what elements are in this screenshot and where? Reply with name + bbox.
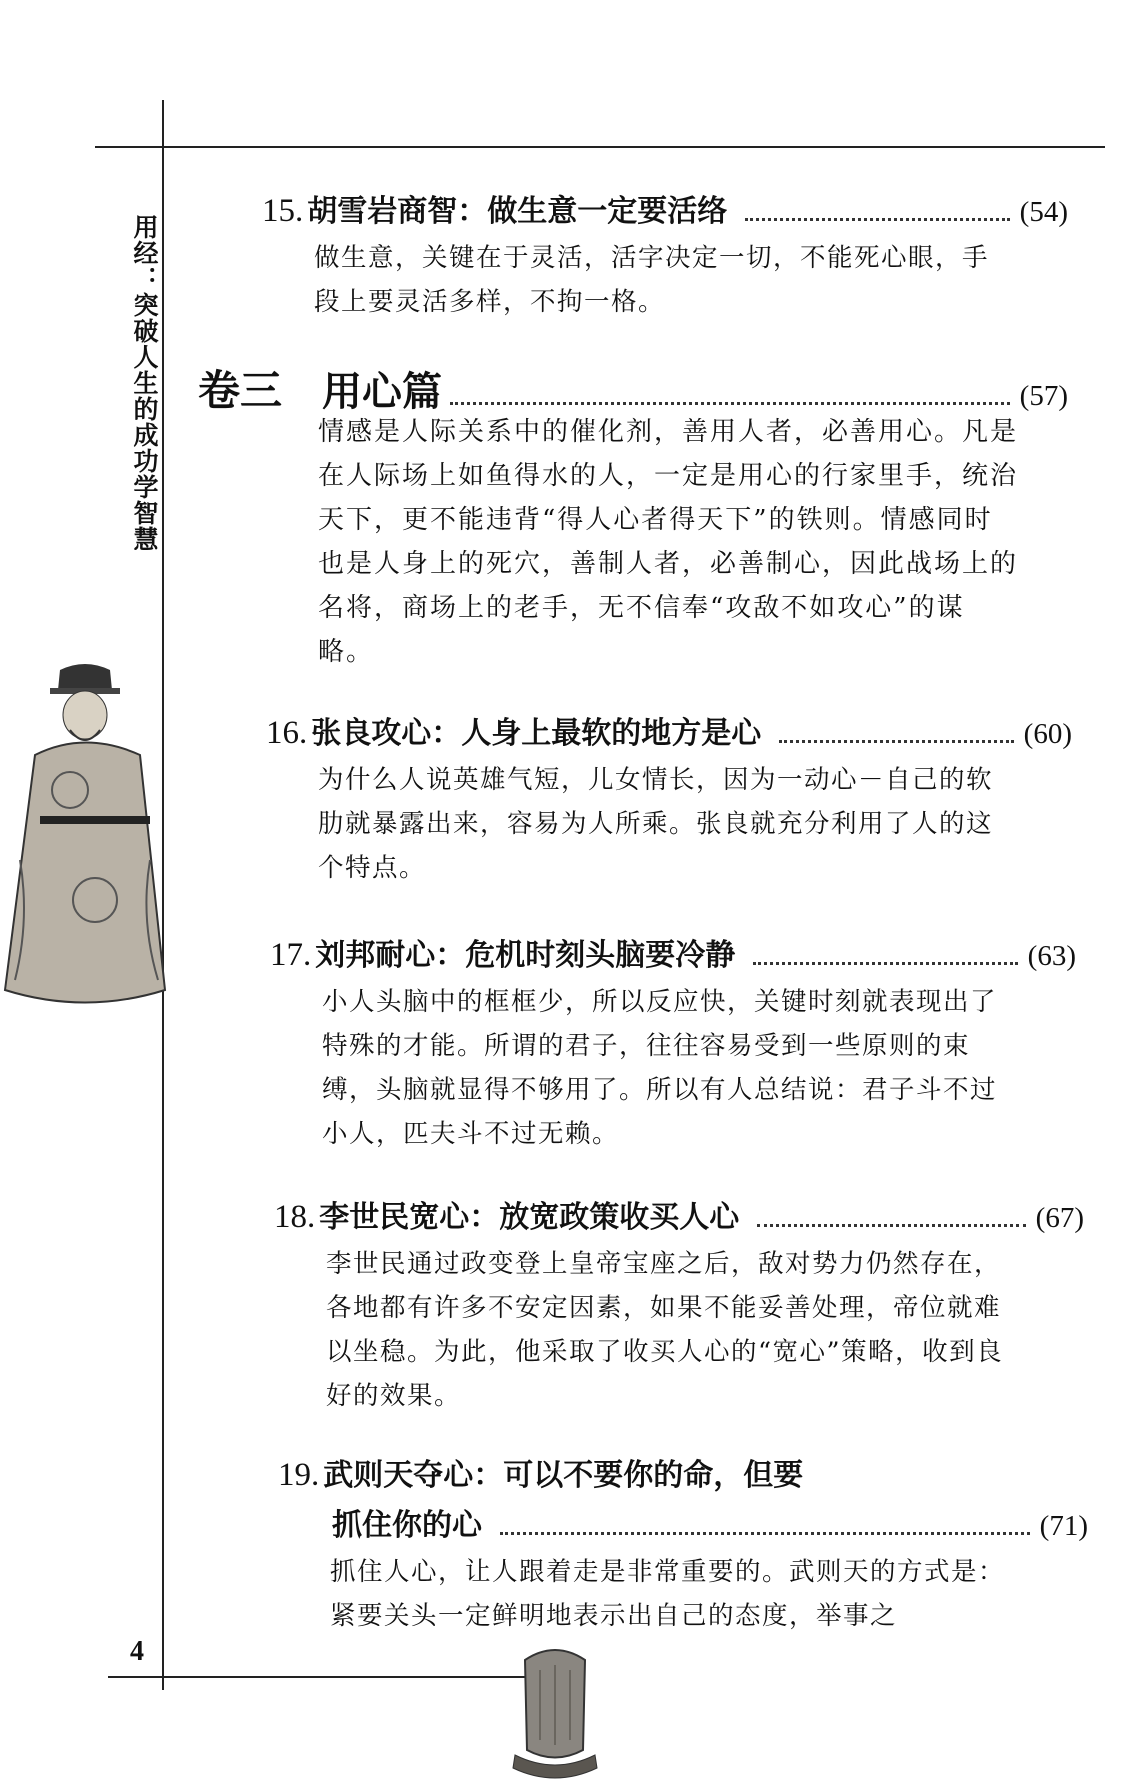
toc-entry-19[interactable] — [278, 1450, 1088, 1638]
footer-rule — [108, 1676, 528, 1678]
entry-title: 刘邦耐心：危机时刻头脑要冷静 — [315, 938, 736, 973]
entry-description: 李世民通过政变登上皇帝宝座之后，敌对势力仍然存在，各地都有许多不安定因素，如果不能妥善处理，帝位就难以坐稳。为此，他采取了收买人心的“宽心”策略，收到良好的效果。 — [326, 1249, 1004, 1411]
leader-dots — [745, 218, 1009, 221]
toc-entry-15[interactable] — [262, 186, 1068, 324]
entry-page: (71) — [1039, 1510, 1088, 1542]
entry-description: 做生意，关键在于灵活，活字决定一切，不能死心眼，手段上要灵活多样，不拘一格。 — [314, 243, 990, 317]
header-rule — [95, 146, 1105, 148]
entry-number: 16. — [266, 715, 308, 751]
entry-page: (54) — [1019, 196, 1068, 228]
toc-entry-18[interactable] — [274, 1192, 1084, 1418]
toc-entry-17[interactable] — [270, 930, 1076, 1156]
leader-dots — [450, 402, 1010, 405]
entry-title: 武则天夺心：可以不要你的命，但要 — [323, 1458, 804, 1493]
entry-number: 17. — [270, 937, 312, 973]
entry-description: 为什么人说英雄气短，儿女情长，因为一动心－自己的软肋就暴露出来，容易为人所乘。张良就充分利用了人的这个特点。 — [318, 765, 994, 883]
leader-dots — [500, 1532, 1030, 1535]
volume-description: 情感是人际关系中的催化剂，善用人者，必善用心。凡是在人际场上如鱼得水的人，一定是用心的行家里手，统治天下，更不能违背“得人心者得天下”的铁则。情感同时也是人身上的死穴，善制人者，必善制心，因此战场上的名将，商场上的老手，无不信奉“攻敌不如攻心”的谋略。 — [318, 417, 1019, 667]
entry-title: 张良攻心：人身上最软的地方是心 — [311, 716, 762, 751]
entry-number: 15. — [262, 193, 304, 229]
entry-number: 18. — [274, 1199, 316, 1235]
entry-page: (63) — [1027, 940, 1076, 972]
entry-title: 李世民宽心：放宽政策收买人心 — [319, 1200, 740, 1235]
hat-illustration — [505, 1640, 605, 1790]
leader-dots — [757, 1224, 1025, 1227]
entry-title-continued: 抓住你的心 — [332, 1508, 482, 1543]
page-number: 4 — [130, 1636, 144, 1667]
emperor-illustration — [0, 660, 170, 1020]
volume-title: 用心篇 — [322, 369, 443, 415]
running-book-title: 用经：突破人生的成功学智慧 — [130, 214, 159, 552]
leader-dots — [779, 740, 1013, 743]
volume-heading[interactable] — [198, 358, 1068, 418]
volume-page: (57) — [1019, 380, 1068, 412]
leader-dots — [753, 962, 1017, 965]
entry-description: 小人头脑中的框框少，所以反应快，关键时刻就表现出了特殊的才能。所谓的君子，往往容易受到一些原则的束缚，头脑就显得不够用了。所以有人总结说：君子斗不过小人，匹夫斗不过无赖。 — [322, 987, 998, 1149]
volume-label: 卷三 — [198, 366, 283, 415]
entry-page: (67) — [1035, 1202, 1084, 1234]
entry-title: 胡雪岩商智：做生意一定要活络 — [307, 194, 728, 229]
toc-entry-16[interactable] — [266, 708, 1072, 890]
entry-number: 19. — [278, 1457, 320, 1493]
entry-description: 抓住人心，让人跟着走是非常重要的。武则天的方式是：紧要关头一定鲜明地表示出自己的态度，举事之 — [330, 1557, 1006, 1631]
entry-page: (60) — [1023, 718, 1072, 750]
